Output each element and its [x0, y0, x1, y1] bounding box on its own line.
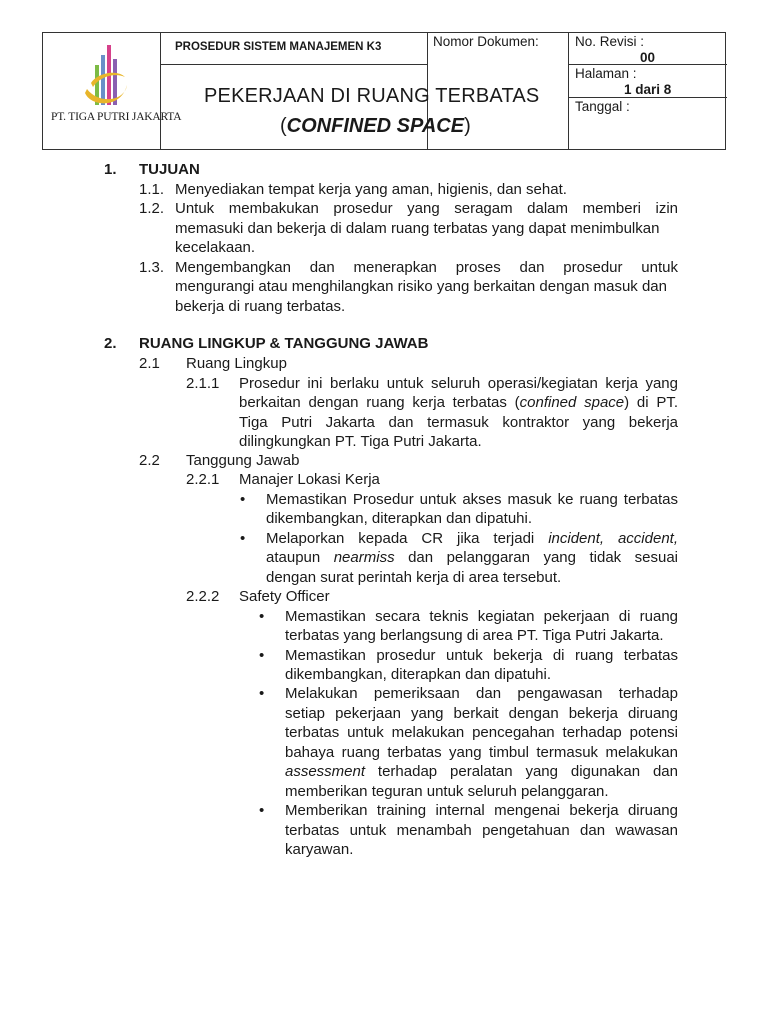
- subsection-number: 2.2.1: [186, 471, 220, 488]
- subsection-title: Manajer Lokasi Kerja: [239, 471, 380, 488]
- page-value: 1 dari 8: [624, 82, 672, 97]
- item-number: 1.2.: [139, 200, 165, 217]
- document-header-table: [42, 32, 726, 150]
- bullet-text: karyawan.: [285, 841, 354, 858]
- item-text: Untuk membakukan prosedur yang seragam dalam memberi izin: [175, 200, 678, 217]
- section-1-title: TUJUAN: [139, 161, 200, 178]
- bullet-text: dengan surat perintah kerja di area tersebut.: [266, 569, 562, 586]
- item-text: Menyediakan tempat kerja yang aman, higienis, dan sehat.: [175, 181, 567, 198]
- company-name: PT. TIGA PUTRI JAKARTA: [51, 111, 182, 123]
- item-text: bekerja di ruang terbatas.: [175, 298, 346, 315]
- header-divider: [160, 33, 161, 149]
- item-number: 1.3.: [139, 259, 165, 276]
- bullet-text: Memastikan prosedur untuk bekerja di ruang terbatas: [285, 647, 678, 664]
- bullet-text: Memberikan training internal mengenai bekerja diruang: [285, 802, 678, 819]
- section-2-number: 2.: [104, 335, 117, 352]
- bullet: •: [259, 608, 265, 625]
- page-title: PEKERJAAN DI RUANG TERBATAS: [204, 85, 540, 107]
- item-number: 1.1.: [139, 181, 165, 198]
- bullet-text: terbatas untuk menambah pengetahuan dan wawasan: [285, 822, 678, 839]
- company-logo: [81, 43, 131, 115]
- subsection-number: 2.1: [139, 355, 160, 372]
- subsection-number: 2.2: [139, 452, 160, 469]
- revision-label: No. Revisi :: [575, 34, 645, 49]
- bullet: •: [259, 647, 265, 664]
- bullet-text: setiap pekerjaan yang berkait dengan bekerja diruang: [285, 705, 678, 722]
- subsection-title: Ruang Lingkup: [186, 355, 287, 372]
- bullet-text: dikembangkan, diterapkan dan dipatuhi.: [285, 666, 552, 683]
- doc-number-label: Nomor Dokumen:: [433, 34, 539, 49]
- system-name: PROSEDUR SISTEM MANAJEMEN K3: [175, 41, 382, 53]
- paragraph-text: Prosedur ini berlaku untuk seluruh operasi/kegiatan kerja yang: [239, 375, 678, 392]
- paragraph-text: berkaitan dengan ruang kerja terbatas (confined space) di PT.: [239, 394, 679, 411]
- item-text: memasuki dan bekerja di dalam ruang terbatas yang dapat menimbulkan: [175, 220, 660, 237]
- header-divider: [568, 33, 569, 149]
- bullet-text: dikembangkan, diterapkan dan dipatuhi.: [266, 510, 533, 527]
- bullet-text: Memastikan secara teknis kegiatan pekerjaan di ruang: [285, 608, 678, 625]
- bullet: •: [259, 685, 265, 702]
- subsection-title: Safety Officer: [239, 588, 330, 605]
- page-label: Halaman :: [575, 66, 637, 81]
- bullet-text: Memastikan Prosedur untuk akses masuk ke ruang terbatas: [266, 491, 678, 508]
- bullet-text: Melaporkan kepada CR jika terjadi incident, accident,: [266, 530, 679, 547]
- section-2-title: RUANG LINGKUP & TANGGUNG JAWAB: [139, 335, 429, 352]
- bullet-text: Melakukan pemeriksaan dan pengawasan terhadap: [285, 685, 678, 702]
- bullet-text: ataupun nearmiss dan pelanggaran yang tidak sesuai: [266, 549, 679, 566]
- item-text: Mengembangkan dan menerapkan proses dan prosedur untuk: [175, 259, 678, 276]
- item-text: kecelakaan.: [175, 239, 256, 256]
- subsection-title: Tanggung Jawab: [186, 452, 300, 469]
- paragraph-text: dilingkungkan PT. Tiga Putri Jakarta.: [239, 433, 482, 450]
- bullet: •: [259, 802, 265, 819]
- paragraph-text: Tiga Putri Jakarta dan termasuk kontraktor yang bekerja: [239, 414, 678, 431]
- revision-value: 00: [640, 50, 656, 65]
- subsection-number: 2.2.2: [186, 588, 220, 605]
- bullet: •: [240, 491, 246, 508]
- header-divider: [568, 97, 727, 98]
- bullet-text: memberikan teguran untuk seluruh pelanggaran.: [285, 783, 609, 800]
- bullet-text: terbatas untuk melakukan pencegahan terhadap potensi: [285, 724, 678, 741]
- page-subtitle: (CONFINED SPACE): [280, 115, 471, 137]
- bullet-text: assessment terhadap peralatan yang digunakan dan: [285, 763, 678, 780]
- bullet-text: terbatas yang berlangsung di area PT. Tiga Putri Jakarta.: [285, 627, 664, 644]
- subsection-number: 2.1.1: [186, 375, 220, 392]
- header-divider: [160, 64, 427, 65]
- item-text: mengurangi atau menghilangkan risiko yang berkaitan dengan masuk dan: [175, 278, 667, 295]
- section-1-number: 1.: [104, 161, 117, 178]
- date-label: Tanggal :: [575, 99, 630, 114]
- bullet: •: [240, 530, 246, 547]
- bullet-text: bahaya ruang terbatas yang timbul termasuk melakukan: [285, 744, 678, 761]
